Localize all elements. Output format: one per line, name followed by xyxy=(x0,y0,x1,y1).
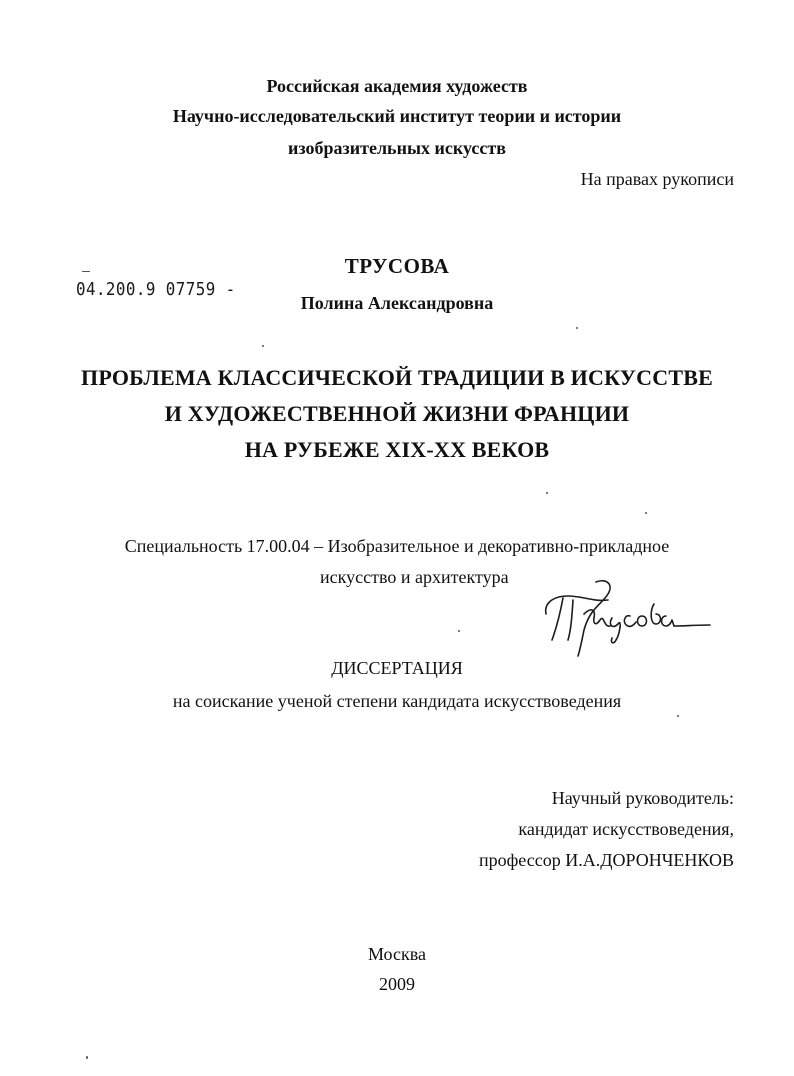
institute-name-line2: изобразительных искусств xyxy=(288,138,506,158)
scan-speck xyxy=(458,630,460,632)
title-line3: НА РУБЕЖЕ XIX-XX ВЕКОВ xyxy=(244,437,550,462)
specialty-line1: Специальность 17.00.04 – Изобразительное и декоративно-прикладное xyxy=(124,536,670,556)
institute-name-line1: Научно-исследовательский институт теории и истории xyxy=(172,106,622,126)
scan-speck xyxy=(645,512,647,514)
scan-speck xyxy=(262,345,264,347)
year: 2009 xyxy=(379,974,415,994)
scan-speck xyxy=(82,271,90,272)
supervisor-degree: кандидат искусствоведения, xyxy=(518,819,734,839)
title-line2: И ХУДОЖЕСТВЕННОЙ ЖИЗНИ ФРАНЦИИ xyxy=(164,401,630,426)
supervisor-name: профессор И.А.ДОРОНЧЕНКОВ xyxy=(479,850,734,870)
author-signature xyxy=(538,574,713,664)
scan-speck xyxy=(677,715,679,717)
scan-speck xyxy=(576,327,578,329)
scan-speck xyxy=(86,1056,88,1059)
city: Москва xyxy=(368,944,426,964)
manuscript-note: На правах рукописи xyxy=(580,169,734,189)
scan-speck xyxy=(546,492,548,494)
academy-name: Российская академия художеств xyxy=(266,76,528,96)
specialty-line2: искусство и архитектура xyxy=(320,567,509,587)
title-line1: ПРОБЛЕМА КЛАССИЧЕСКОЙ ТРАДИЦИИ В ИСКУССТВЕ xyxy=(81,365,713,390)
supervisor-heading: Научный руководитель: xyxy=(551,788,734,808)
author-surname: ТРУСОВА xyxy=(344,254,450,278)
registration-stamp: 04.200.9 07759 - xyxy=(76,279,236,300)
author-name: Полина Александровна xyxy=(300,293,494,313)
dissertation-label: ДИССЕРТАЦИЯ xyxy=(331,658,463,678)
degree-line: на соискание ученой степени кандидата искусствоведения xyxy=(172,691,622,711)
